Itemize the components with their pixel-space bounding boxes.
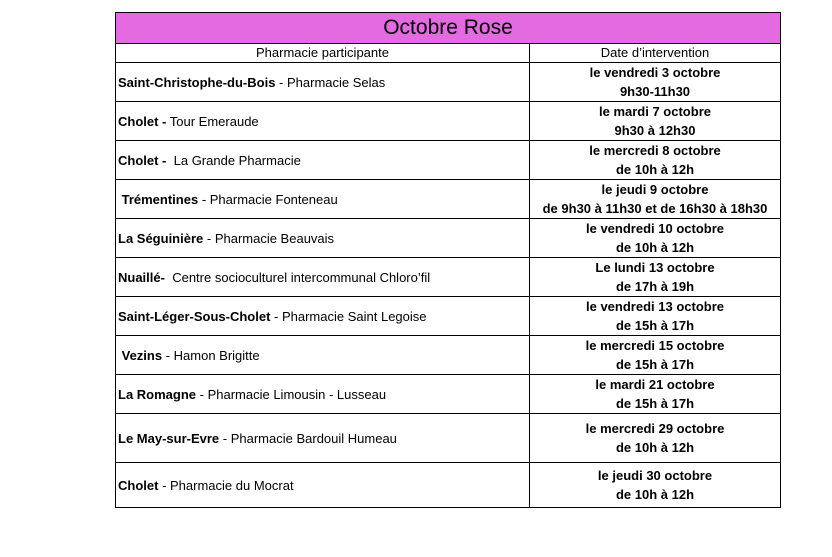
separator: - [270, 308, 282, 324]
date-cell [530, 336, 781, 375]
table-title: Octobre Rose [116, 13, 781, 44]
header-pharmacy: Pharmacie participante [116, 44, 530, 63]
town-name: Trémentines [118, 191, 199, 207]
title-row [116, 13, 781, 44]
date-hours: de 15h à 17h [615, 318, 695, 333]
header-date: Date d’intervention [530, 44, 781, 63]
pharmacy-name: Pharmacie Limousin - Lusseau [207, 386, 387, 402]
date-day: Le lundi 13 octobre [595, 260, 715, 275]
header-row [116, 44, 781, 63]
date-hours: de 10h à 12h [615, 240, 695, 255]
date-cell [530, 180, 781, 219]
date-day: le mardi 7 octobre [599, 104, 711, 119]
separator: - [198, 191, 210, 207]
date-hours: de 17h à 19h [615, 279, 695, 294]
table-row [116, 180, 781, 219]
date-day: le mercredi 15 octobre [585, 338, 725, 353]
town-name: La Séguinière [118, 230, 204, 246]
date-cell [530, 63, 781, 102]
date-day: le mercredi 8 octobre [589, 143, 721, 158]
pharmacy-name: Tour Emeraude [169, 113, 259, 129]
date-cell [530, 414, 781, 463]
pharmacy-cell [116, 297, 530, 336]
town-name: Cholet [118, 477, 159, 493]
pharmacy-name: Pharmacie Saint Legoise [281, 308, 427, 324]
pharmacy-name: Pharmacie Beauvais [214, 230, 335, 246]
table-row [116, 141, 781, 180]
town-name: Vezins [118, 347, 163, 363]
town-name: Nuaillé- [118, 269, 165, 285]
date-cell [530, 463, 781, 508]
table-row [116, 375, 781, 414]
separator: - [275, 74, 287, 90]
date-day: le vendredi 10 octobre [586, 221, 724, 236]
date-hours: de 15h à 17h [615, 396, 695, 411]
date-cell [530, 297, 781, 336]
separator: - [162, 347, 174, 363]
table-row [116, 463, 781, 508]
date-hours: de 10h à 12h [615, 440, 695, 455]
pharmacy-name: La Grande Pharmacie [173, 152, 301, 168]
date-cell [530, 102, 781, 141]
pharmacy-name: Centre socioculturel intercommunal Chloro’fil [172, 269, 431, 285]
pharmacy-cell [116, 336, 530, 375]
octobre-rose-table [115, 12, 781, 508]
pharmacy-cell [116, 102, 530, 141]
pharmacy-cell [116, 258, 530, 297]
pharmacy-cell [116, 141, 530, 180]
table-row [116, 414, 781, 463]
separator: - [219, 430, 231, 446]
separator: - [158, 477, 171, 493]
table-row [116, 219, 781, 258]
town-name: Le May-sur-Evre [118, 430, 220, 446]
separator: - [203, 230, 215, 246]
pharmacy-cell [116, 375, 530, 414]
date-cell [530, 219, 781, 258]
town-name: Saint-Christophe-du-Bois [118, 74, 276, 90]
date-cell [530, 141, 781, 180]
date-day: le vendredi 13 octobre [586, 299, 724, 314]
date-cell [530, 258, 781, 297]
table-row [116, 336, 781, 375]
date-day: le mardi 21 octobre [595, 377, 715, 392]
date-hours: de 9h30 à 11h30 et de 16h30 à 18h30 [542, 201, 768, 216]
date-hours: 9h30 à 12h30 [614, 123, 696, 138]
pharmacy-cell [116, 180, 530, 219]
town-name: Saint-Léger-Sous-Cholet [118, 308, 271, 324]
date-hours: 9h30-11h30 [619, 84, 691, 99]
town-name: Cholet - [118, 113, 167, 129]
pharmacy-cell [116, 414, 530, 463]
pharmacy-name: Pharmacie du Mocrat [170, 477, 294, 493]
pharmacy-cell [116, 463, 530, 508]
town-name: Cholet - [118, 152, 167, 168]
date-day: le vendredi 3 octobre [589, 65, 721, 80]
table-row [116, 63, 781, 102]
date-day: le mercredi 29 octobre [585, 421, 725, 436]
date-hours: de 10h à 12h [615, 487, 695, 502]
pharmacy-name: Pharmacie Selas [287, 74, 386, 90]
pharmacy-name: Pharmacie Fonteneau [209, 191, 338, 207]
date-hours: de 10h à 12h [615, 162, 695, 177]
pharmacy-cell [116, 63, 530, 102]
separator [166, 153, 173, 168]
date-day: le jeudi 9 octobre [601, 182, 709, 197]
separator: - [196, 386, 208, 402]
table-row [116, 297, 781, 336]
table-row [116, 102, 781, 141]
date-cell [530, 375, 781, 414]
table-row [116, 258, 781, 297]
pharmacy-cell [116, 219, 530, 258]
date-day: le jeudi 30 octobre [597, 468, 713, 483]
town-name: La Romagne [118, 386, 197, 402]
date-hours: de 15h à 17h [615, 357, 695, 372]
pharmacy-name: Pharmacie Bardouil Humeau [230, 430, 397, 446]
pharmacy-name: Hamon Brigitte [173, 347, 260, 363]
